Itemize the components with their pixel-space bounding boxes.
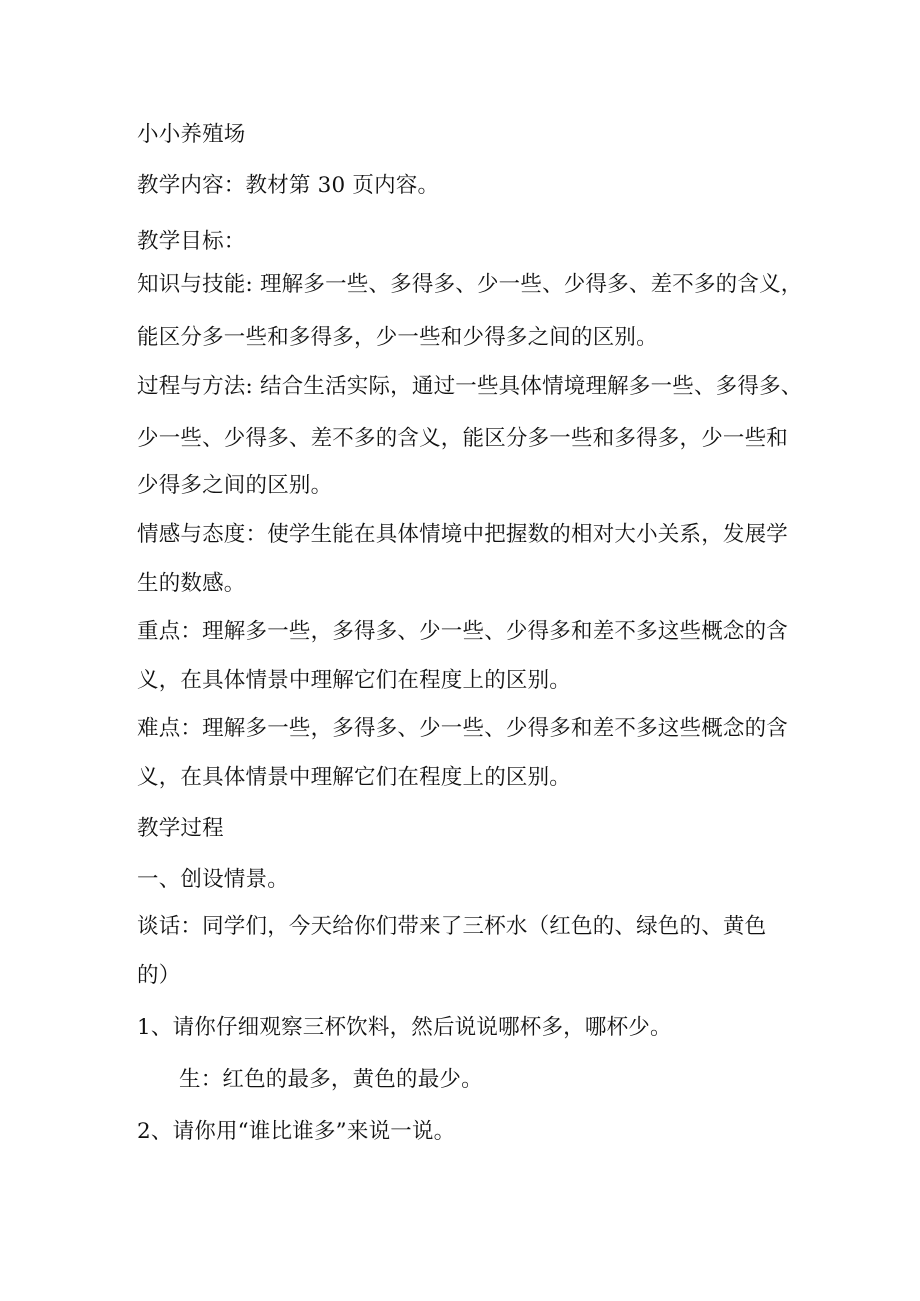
- knowledge-skills-line-2: 能区分多一些和多得多，少一些和少得多之间的区别。: [137, 325, 658, 350]
- teaching-goals-heading: 教学目标：: [137, 229, 246, 254]
- dialogue-line-2: 的）: [137, 963, 181, 988]
- teaching-content-line: 教学内容：教材第 30 页内容。: [137, 173, 440, 198]
- process-method-line-1: 过程与方法: 结合生活实际，通过一些具体情境理解多一些、多得多、: [137, 374, 803, 399]
- question-1: 1、请你仔细观察三杯饮料，然后说说哪杯多，哪杯少。: [137, 1015, 672, 1040]
- key-point-line-2: 义，在具体情景中理解它们在程度上的区别。: [137, 668, 572, 693]
- emotion-attitude-line-2: 生的数感。: [137, 571, 246, 596]
- document-title: 小小养殖场: [137, 122, 246, 147]
- section-create-scene: 一、创设情景。: [137, 867, 289, 892]
- student-answer: 生：红色的最多，黄色的最少。: [179, 1067, 483, 1092]
- key-point-line-1: 重点：理解多一些，多得多、少一些、少得多和差不多这些概念的含: [137, 619, 789, 644]
- emotion-attitude-line-1: 情感与态度：使学生能在具体情境中把握数的相对大小关系，发展学: [137, 522, 789, 547]
- process-method-line-2: 少一些、少得多、差不多的含义，能区分多一些和多得多，少一些和: [137, 426, 789, 451]
- knowledge-skills-line-1: 知识与技能: 理解多一些、多得多、少一些、少得多、差不多的含义，: [137, 272, 803, 297]
- question-2: 2、请你用“谁比谁多”来说一说。: [137, 1119, 456, 1144]
- difficulty-line-2: 义，在具体情景中理解它们在程度上的区别。: [137, 765, 572, 790]
- dialogue-line-1: 谈话：同学们，今天给你们带来了三杯水（红色的、绿色的、黄色: [137, 914, 767, 939]
- teaching-process-heading: 教学过程: [137, 816, 224, 841]
- difficulty-line-1: 难点：理解多一些，多得多、少一些、少得多和差不多这些概念的含: [137, 716, 789, 741]
- process-method-line-3: 少得多之间的区别。: [137, 473, 333, 498]
